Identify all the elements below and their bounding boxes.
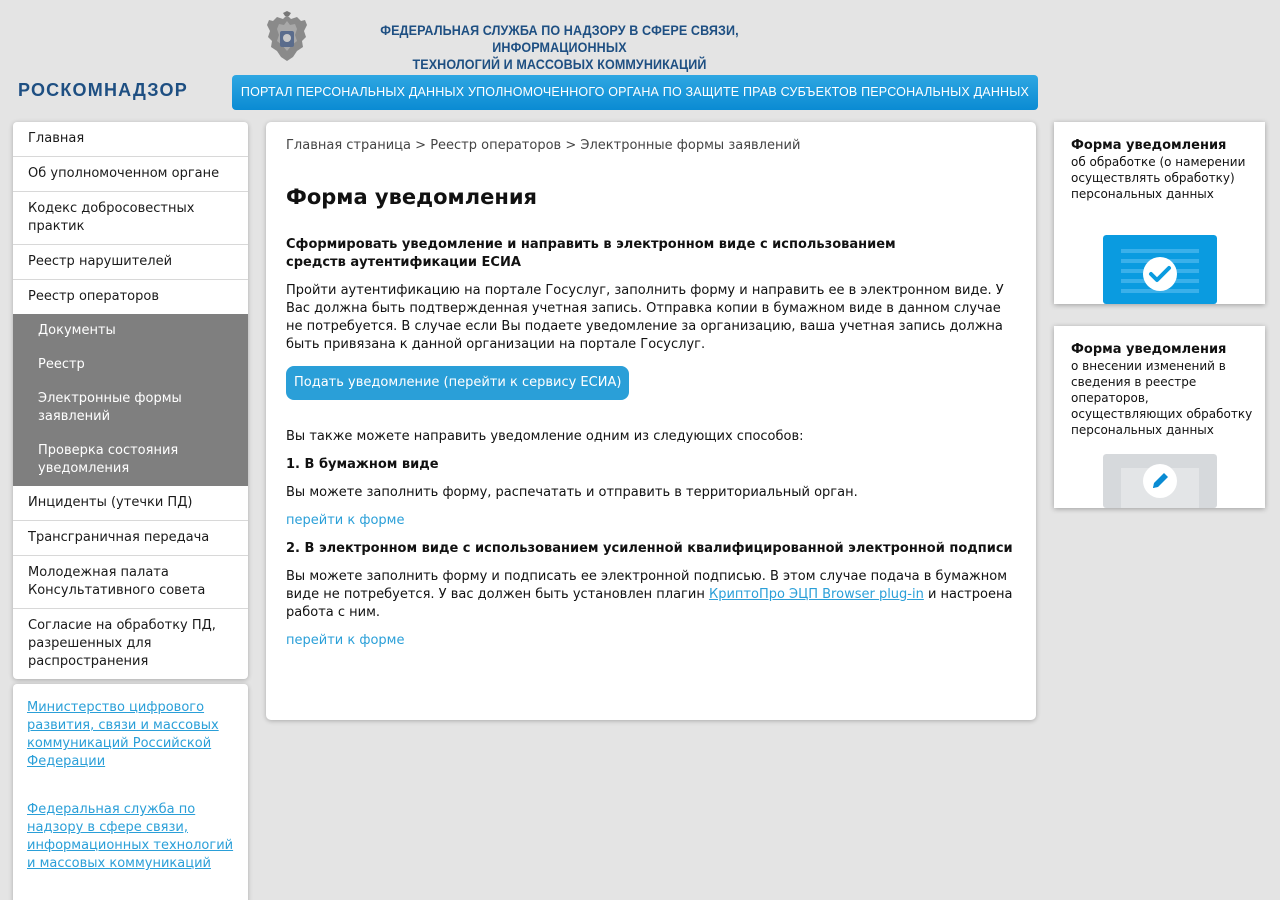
sidebar-subitem-documents[interactable]: Документы xyxy=(38,323,116,338)
link-ministry[interactable]: Министерство цифрового развития, связи и массовых коммуникаций Российской Федерации xyxy=(27,700,219,769)
eds-heading: 2. В электронном виде с использованием усиленной квалифицированной электронной подписи xyxy=(286,541,1013,556)
eds-text-after: и настроена работа с ним. xyxy=(286,587,1013,620)
paper-heading: 1. В бумажном виде xyxy=(286,457,439,472)
agency-title xyxy=(339,22,781,73)
sidebar-item-youth-chamber[interactable]: Молодежная палата Консультативного совета xyxy=(13,556,248,609)
card-subtitle: об обработке (о намерении осуществлять обработку) персональных данных xyxy=(1071,155,1246,201)
notification-change-form-card[interactable] xyxy=(1054,326,1265,508)
related-links xyxy=(13,684,248,900)
sidebar-item-consent[interactable]: Согласие на обработку ПД, разрешенных для распространения xyxy=(28,618,216,669)
card-title: Форма уведомления xyxy=(1071,138,1227,153)
sidebar-subitem-registry[interactable]: Реестр xyxy=(38,357,85,372)
breadcrumb-current: Электронные формы заявлений xyxy=(580,138,801,153)
breadcrumb-separator: > xyxy=(415,138,427,153)
breadcrumb-separator: > xyxy=(565,138,577,153)
breadcrumb xyxy=(286,138,1016,154)
notification-form-card[interactable] xyxy=(1054,122,1265,304)
sidebar-submenu xyxy=(13,314,248,486)
russia-emblem-icon xyxy=(263,11,311,63)
check-icon xyxy=(1103,235,1217,304)
submit-esia-button[interactable]: Подать уведомление (перейти к сервису ЕСИА) xyxy=(286,366,629,400)
esia-text: Пройти аутентификацию на портале Госуслуг, заполнить форму и направить ее в электронном виде. У Вас должна быть подтвержденная учетная запись. Отправка копии в бумажном виде в данном случае не потребуется. В случае если Вы подаете уведомление за организацию, ваша учетная запись должна быть привязана к данной организации на портале Госуслуг. xyxy=(286,283,1004,352)
sidebar-item-violators-registry[interactable]: Реестр нарушителей xyxy=(13,245,248,280)
main-content xyxy=(266,122,1036,720)
breadcrumb-home[interactable]: Главная страница xyxy=(286,138,411,153)
sidebar-item-about[interactable]: Об уполномоченном органе xyxy=(13,157,248,192)
eds-text-before: Вы можете заполнить форму и подписать ее электронной подписью. В этом случае подача в бумажном виде не потребуется. У вас должен быть установлен плагин xyxy=(286,569,1008,602)
agency-title-line1: ФЕДЕРАЛЬНАЯ СЛУЖБА ПО НАДЗОРУ В СФЕРЕ СВЯЗИ, ИНФОРМАЦИОННЫХ xyxy=(380,23,739,55)
other-ways-text: Вы также можете направить уведомление одним из следующих способов: xyxy=(286,429,804,444)
sidebar-subitem-electronic-forms[interactable]: Электронные формы заявлений xyxy=(38,391,182,424)
card-title: Форма уведомления xyxy=(1071,342,1227,357)
sidebar-item-operators-registry[interactable]: Реестр операторов xyxy=(28,289,160,304)
agency-title-line2: ТЕХНОЛОГИЙ И МАССОВЫХ КОММУНИКАЦИЙ xyxy=(412,57,707,72)
eds-form-link[interactable]: перейти к форме xyxy=(286,633,405,648)
sidebar-menu xyxy=(13,122,248,679)
esia-heading: Сформировать уведомление и направить в электронном виде с использованием средств аутентификации ЕСИА xyxy=(286,237,896,270)
portal-banner[interactable]: ПОРТАЛ ПЕРСОНАЛЬНЫХ ДАННЫХ УПОЛНОМОЧЕННОГО ОРГАНА ПО ЗАЩИТЕ ПРАВ СУБЪЕКТОВ ПЕРСОНАЛЬНЫХ ДАННЫХ xyxy=(232,75,1038,110)
sidebar-item-home[interactable]: Главная xyxy=(13,122,248,157)
card-subtitle: о внесении изменений в сведения в реестре операторов, осуществляющих обработку персональных данных xyxy=(1071,359,1253,437)
sidebar-item-code-of-practice[interactable]: Кодекс добросовестных практик xyxy=(13,192,248,245)
cryptopro-plugin-link[interactable]: КриптоПро ЭЦП Browser plug-in xyxy=(708,587,924,602)
eds-text xyxy=(286,568,1016,622)
sidebar-item-cross-border[interactable]: Трансграничная передача xyxy=(13,521,248,556)
pencil-icon xyxy=(1103,454,1217,508)
paper-text: Вы можете заполнить форму, распечатать и отправить в территориальный орган. xyxy=(286,485,858,500)
link-roskomnadzor[interactable]: Федеральная служба по надзору в сфере связи, информационных технологий и массовых коммуникаций xyxy=(27,802,234,871)
paper-form-link[interactable]: перейти к форме xyxy=(286,513,405,528)
page-title: Форма уведомления xyxy=(286,185,538,209)
breadcrumb-registry[interactable]: Реестр операторов xyxy=(430,138,562,153)
sidebar-item-incidents[interactable]: Инциденты (утечки ПД) xyxy=(13,486,248,521)
sidebar-subitem-check-status[interactable]: Проверка состояния уведомления xyxy=(38,443,179,476)
roskomnadzor-logo[interactable]: РОСКОМНАДЗОР xyxy=(18,80,188,100)
